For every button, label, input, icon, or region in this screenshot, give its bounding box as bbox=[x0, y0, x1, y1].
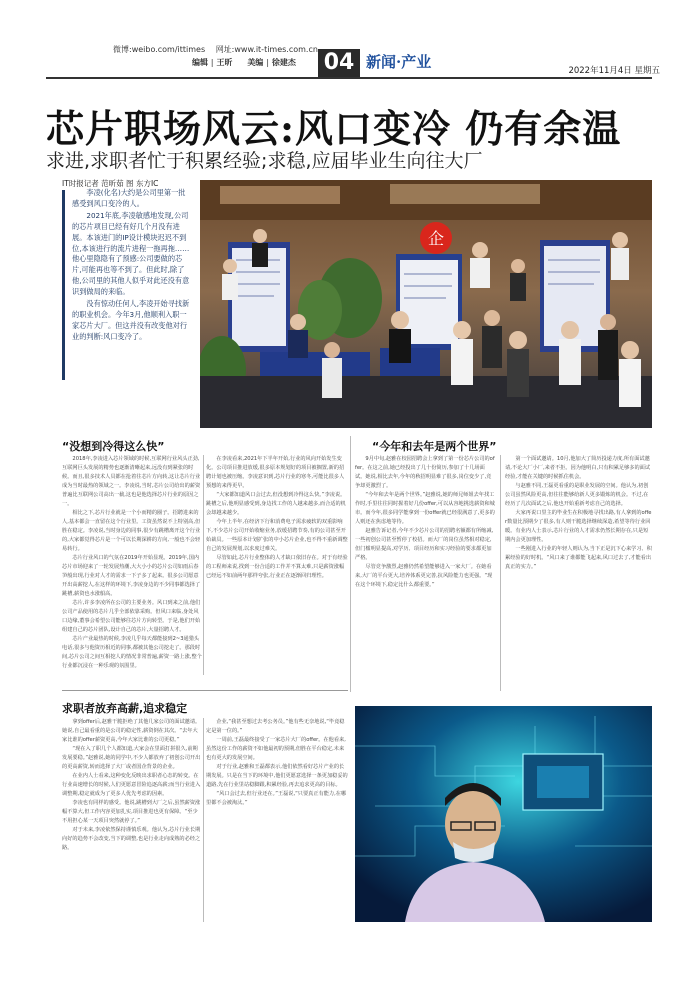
paragraph: 企业,“我甚至想过去考公务员。”他有些无奈地说,“毕竟稳定是第一位的。” bbox=[206, 719, 345, 734]
paragraph: 9月中旬,赵雅在校园招聘会上拿到了第一份芯片公司的offer。在这之前,她已经投出了几十份简历,参加了十几场面试。她说,相比去年,今年的秋招明显难了很多,岗位变少了,竞争却更激烈了。 bbox=[355, 456, 495, 489]
paragraph: 赵雅告诉记者,今年不少芯片公司的招聘名额都有所缩减,一些初创公司甚至暂停了校招。而大厂的岗位虽然相对稳定,但门槛明显提高,对学历、项目经历和实习经验的要求都更加严格。 bbox=[355, 528, 494, 561]
paragraph: 芯片,许多李凌所在公司的主要业务。风口到来之前,他们公司产品使用的芯片几乎全部依靠采购。但风口来临,身处风口边缘,董事会希望公司能够往芯片方向转型。于是,他们开始组建自己的芯片团队,设计自己的芯片,大量招聘人才。 bbox=[62, 600, 201, 633]
paragraph: 对于行业,赵雅和王磊都表示,他们依然看好芯片产业的长期发展。只是在当下的环境中,他们更愿意选择一条更加稳妥的道路,先在行业里站稳脚跟,积累经验,再去追求更高的目标。 bbox=[206, 764, 348, 788]
editor-label: 编辑 bbox=[192, 58, 208, 67]
column-rule bbox=[350, 436, 351, 692]
paragraph: 第一个面试邀请。10月,他加大了简历投递力度,所有面试邀请,不论大厂小厂,来者不拒。因为他明白,只有积累足够多的面试经验,才能在关键的时候抓住机会。 bbox=[505, 456, 651, 480]
section-heading-2: “今年和去年是两个世界” bbox=[372, 440, 497, 453]
page-number: 04 bbox=[318, 49, 360, 77]
header-website: 网址:www.it-times.com.cn bbox=[215, 45, 318, 54]
paragraph: 在业内人士看来,这种变化反映出求职者心态的转变。在行业高速增长的时候,人们更愿意冒险追逐高薪;而当行业进入调整期,稳定就成为了更多人优先考虑的因素。 bbox=[62, 773, 201, 797]
header-rule bbox=[46, 77, 652, 79]
paragraph: 一些刚进入行业的年轻人则认为,当下正是沉下心来学习、积累经验的好时机。“风口来了谁都能飞起来,风口过去了,才能看出真正的实力。” bbox=[505, 546, 652, 570]
headline: 芯片职场风云:风口变冷 仍有余温 bbox=[46, 106, 622, 151]
paragraph: 相比之下,芯片行业就是一个小而精的圈子。招聘进来的人,基本都会一直留在这个行业里。工资虽然说不上特别高,但胜在稳定。李凌说,当时身边的同事,很少有跳槽离开这个行业的,大家都觉得芯片是一个可以长期深耕的方向,一般也不会轻易转行。 bbox=[62, 510, 201, 552]
section2-column-a bbox=[355, 455, 495, 693]
lead-paragraphs bbox=[72, 188, 190, 344]
section3-column-a bbox=[62, 718, 202, 924]
column-rule bbox=[500, 455, 501, 691]
paragraph: “风口会过去,但行业还在。”王磊说,“只要真正有能力,在哪里都不会被淘汰。” bbox=[206, 791, 347, 806]
section1-column-b bbox=[206, 455, 348, 677]
sign-character: 企 bbox=[427, 229, 445, 248]
paragraph: 大家再说口里主的毕业生在积极地寻找出路,有人拿到的offer数量比预期少了很多,有人则干脆选择继续深造,希望等待行业回暖。有业内人士表示,芯片行业的人才需求仍然长期存在,只是短期内会更加理性。 bbox=[505, 510, 652, 543]
section-divider bbox=[62, 690, 348, 691]
paragraph: “现在入了职几个人都知道,大家会在里面打拼很久,前期发展要稳。”赵雅说,她的同学中,不少人都放弃了初创公司开出的更高薪资,转而选择了大厂或者国企背景的企业。 bbox=[62, 746, 201, 770]
column-rule bbox=[203, 455, 204, 675]
paragraph: 在李凌看来,2021年下半年开始,行业的风向开始发生变化。公司项目推进放缓,很多原本规划好的项目被搁置,新的招聘计划也被压缩。李凌意识到,芯片行业的寒冬,可能比很多人预想的来得更早。 bbox=[206, 456, 345, 489]
paragraph: 尽管如此,芯片行业整体的人才缺口依旧存在。对于有经验的工程师来说,找到一份合适的工作并不算太难,只是薪资涨幅已经远不如前两年那样夸张,行业正在逐渐回归理性。 bbox=[206, 555, 348, 579]
column-rule bbox=[203, 718, 204, 922]
paragraph: 一周前,王磊最终接受了一家芯片大厂的offer。在他看来,虽然这份工作的薪资不如他最初的预期,但胜在平台稳定,未来也有更大的发展空间。 bbox=[206, 737, 346, 761]
lead-accent-bar bbox=[62, 190, 65, 380]
section-heading-1: “没想到冷得这么快” bbox=[62, 440, 165, 453]
header-weibo-and-site bbox=[113, 44, 318, 55]
subheadline: 求进,求职者忙于积累经验;求稳,应届毕业生向往大厂 bbox=[46, 150, 483, 172]
section1-column-a bbox=[62, 455, 202, 677]
paragraph: 对于未来,李凌依然保持谨慎乐观。他认为,芯片行业长期向好的趋势不会改变,当下的调整,也是行业走向成熟的必经之路。 bbox=[62, 827, 201, 851]
paragraph: 李凌也有同样的感受。他说,跳槽到大厂之后,虽然薪资涨幅不算大,但工作内容更加扎实,项目推进也更有保障。“至少不用担心某一天项目突然就停了。” bbox=[62, 800, 201, 824]
paragraph: “大家都知道风口会过去,但没想到冷得这么快。”李凌说。跳槽之后,他明显感受到,身边找工作的人越来越多,而合适的机会却越来越少。 bbox=[206, 492, 346, 516]
editor-name: 王昕 bbox=[216, 58, 233, 67]
paragraph: 2018年,李凌进入芯片领域的时候,互联网行业风头正劲,互联网巨头发展的精势也逐渐清晰起来,远没有到紧张的时候。而且,很多技术人员都在抢着往芯片方向转,这让芯片行业成为当时最热的领域之一。李凌说,当时,芯片公司给出的薪资普遍比互联网公司高出一截,这也是他选择芯片行业的原因之一。 bbox=[62, 456, 201, 507]
art-name: 徐建杰 bbox=[271, 58, 296, 67]
byline: IT时报记者 范昕茹 图 东方IC bbox=[62, 179, 159, 188]
section-name: 新闻·产业 bbox=[366, 53, 432, 71]
lead-paragraph: 李凌(化名)大约是公司里第一批感受到风口变冷的人。 bbox=[72, 188, 186, 208]
lead-paragraph: 没有惊动任何人,李凌开始寻找新的职业机会。今年3月,他顺利入职一家芯片大厂。但这并没有改变他对行业的判断:风口变冷了。 bbox=[72, 299, 190, 341]
paragraph: “今年和去年是两个世界。”赵雅说,她的师兄师姐去年找工作时,手里往往同时握着好几份offer,可以从容地挑选薪资和城市。而今年,很多同学能拿到一份offer就已经很满意了,更多的人则还在焦虑地等待。 bbox=[355, 492, 495, 525]
art-label: 美编 bbox=[247, 58, 264, 67]
job-fair-photo bbox=[200, 180, 652, 428]
paragraph: 今年上半年,在经济下行和消费电子需求疲软的双重影响下,不少芯片公司开始收缩业务,放缓招聘节奏,有的公司甚至开始裁员。一些原本计划扩张的中小芯片企业,也不得不重新调整自己的发展规划,以求度过难关。 bbox=[206, 519, 348, 552]
header-weibo: 微博:weibo.com/ittimes bbox=[113, 45, 206, 54]
section2-column-b bbox=[505, 455, 652, 693]
lead-paragraph: 2021年底,李凌敏感地发现,公司的芯片项目已经有好几个月没有进展。本该进门的IP设计模块迟迟不到位,本该进行的流片进程一拖再拖……他心里隐隐有了预感:公司要做的芯片,可能再也等不到了。但此时,除了他,公司里的其他人似乎对此还没有意识到做局的来临。 bbox=[72, 210, 190, 297]
paragraph: 拿到offer后,赵雅干脆拒绝了其他几家公司的面试邀请。她说,自己最看重的是公司的稳定性,薪资倒在其次。“去年大家比谁的offer薪资更高,今年大家比谁的公司更稳。” bbox=[62, 719, 201, 743]
issue-date: 2022年11月4日 星期五 bbox=[568, 66, 660, 76]
paragraph: 芯片行业风口的气氛在2019年开始显现。2019年,国内芯片市场迎来了一轮发展热潮,大大小小的芯片公司如雨后春笋般出现,行业对人才的需求一下子多了起来。很多公司愿意开出高薪挖人,在这样的环境下,李凌身边的不少同事都选择了跳槽,薪资也水涨船高。 bbox=[62, 555, 201, 597]
section-heading-3: 求职者放弃高薪,追求稳定 bbox=[62, 702, 188, 715]
chip-candidate-photo bbox=[355, 706, 652, 922]
paragraph: 与赵雅不同,王磊更看重的是职业发展的空间。他认为,初创公司虽然风险更高,但往往能够给新人更多锻炼的机会。不过,在经历了几次面试之后,他也开始重新考虑自己的选择。 bbox=[505, 483, 649, 507]
paragraph: 尽管竞争激烈,赵雅仍然希望能够进入一家大厂。在她看来,大厂的平台更大,培养体系更完善,抗风险能力也更强。“现在这个环境下,稳定比什么都重要。” bbox=[355, 564, 493, 588]
section3-column-b bbox=[206, 718, 348, 924]
header-credits: 编辑 | 王昕 美编 | 徐建杰 bbox=[192, 58, 296, 67]
paragraph: 芯片产业最热的时候,李凌几乎每天都能接到2~3通猎头电话,很多与他资历相近的同事,都被其他公司挖走了。那段时间,芯片公司之间互相挖人的情况非常普遍,薪资一路上涨,整个行业都沉浸在一种乐观的氛围里。 bbox=[62, 636, 202, 669]
